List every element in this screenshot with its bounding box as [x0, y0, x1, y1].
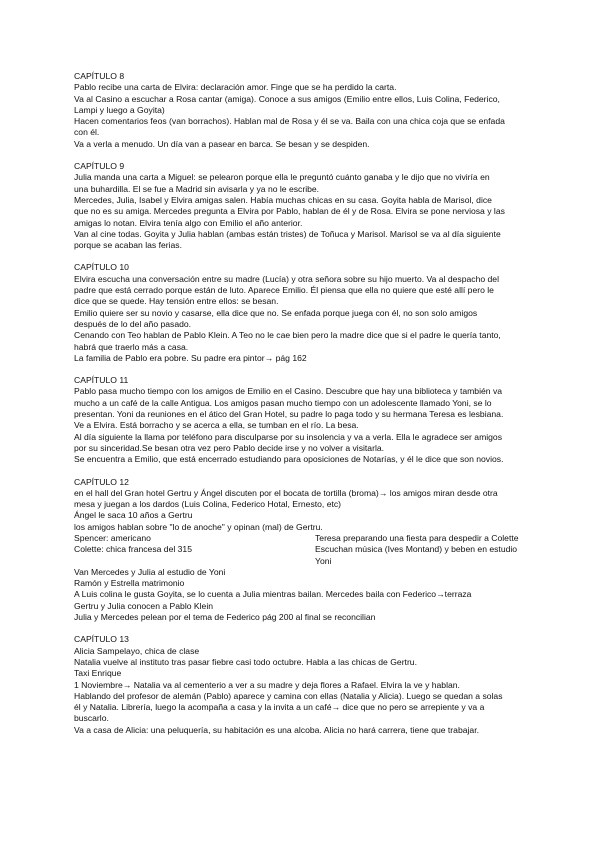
text-line: padre que está cerrado porque están de luto. Aparece Emilio. Él piensa que ella no quiere que esté allí pero le [74, 285, 494, 296]
document-page [74, 71, 526, 747]
text-line: 1 Noviembre→ Natalia va al cementerio a ver a su madre y deja flores a Rafael. Elvira la ve y hablan. [74, 679, 460, 690]
right-column-text: Escuchan música (Ives Montand) y beben en estudio Yoni [315, 544, 518, 566]
two-column-row [74, 544, 526, 567]
section-heading: CAPÍTULO 9 [74, 161, 125, 172]
section-heading: CAPÍTULO 13 [74, 634, 129, 645]
section-heading: CAPÍTULO 8 [74, 71, 125, 81]
text-line: Gertru y Julia conocen a Pablo Klein [74, 600, 214, 611]
text-line: con él. [74, 127, 100, 138]
section-heading: CAPÍTULO 11 [74, 375, 129, 386]
text-line: dice que se quede. Hay tensión entre ellos: se besan. [74, 296, 279, 307]
text-line: Cenando con Teo hablan de Pablo Klein. A Teo no le cae bien pero la madre dice que si el padre le quería tanto, [74, 330, 501, 341]
text-line: Alicia Sampelayo, chica de clase [74, 645, 200, 656]
text-line: Va a casa de Alicia: una peluquería, su habitación es una alcoba. Alicia no hará carrera, tiene que trabajar. [74, 724, 479, 735]
text-line: mucho a un café de la calle Antigua. Los amigos pasan mucho tiempo con un adolescente llamado Yoni, se lo [74, 397, 492, 408]
two-column-row [74, 533, 526, 544]
section-capitulo-13 [74, 634, 526, 736]
text-line: Pablo recibe una carta de Elvira: declaración amor. Finge que se ha perdido la carta. [74, 82, 397, 93]
section-capitulo-12 [74, 477, 526, 624]
text-line: mesa y juegan a los dardos (Luis Colina, Federico Hotal, Ernesto, etc) [74, 499, 342, 510]
text-line: Hacen comentarios feos (van borrachos). Hablan mal de Rosa y él se va. Baila con una chica coja que se enfada [74, 116, 505, 127]
text-line: una buhardilla. El se fue a Madrid sin avisarla y ya no le escribe. [74, 183, 320, 194]
section-capitulo-8 [74, 71, 526, 150]
right-column-text: Teresa preparando una fiesta para despedir a Colette [315, 532, 519, 543]
text-line: Ángel le saca 10 años a Gertru [74, 510, 193, 521]
text-line: en el hall del Gran hotel Gertru y Ángel discuten por el bocata de tortilla (broma)→ los amigos miran desde otra [74, 487, 498, 498]
text-line: amigas lo notan. Elvira tenía algo con Emilio el año anterior. [74, 217, 303, 228]
text-line: presentan. Yoni da reuniones en el ático del Gran Hotel, su padre lo paga todo y su hermana Teresa es lesbiana. [74, 409, 504, 420]
text-line: Lampi y luego a Goyita) [74, 104, 165, 115]
text-line: Van al cine todas. Goyita y Julia hablan (ambas están tristes) de Toñuca y Marisol. Marisol se va al día siguiente [74, 228, 501, 239]
text-line: él y Natalia. Librería, luego la acompaña a casa y la invita a un café→ dice que no pero se arrepiente y va a [74, 702, 485, 713]
text-line: los amigos hablan sobre "lo de anoche" y opinan (mal) de Gertru. [74, 521, 323, 532]
text-line: Ramón y Estrella matrimonio [74, 578, 185, 589]
left-column-text: Colette: chica francesa del 315 [74, 544, 192, 555]
text-line: que no es su amiga. Mercedes pregunta a Elvira por Pablo, hablan de él y de Rosa. Elvira se pone nerviosa y las [74, 206, 505, 217]
section-capitulo-11 [74, 375, 526, 465]
section-capitulo-10 [74, 262, 526, 364]
text-line: Van Mercedes y Julia al estudio de Yoni [74, 566, 226, 577]
text-line: Va al Casino a escuchar a Rosa cantar (amiga). Conoce a sus amigos (Emilio entre ellos, Luis Colina, Federico, [74, 93, 500, 104]
text-line: después de lo del año pasado. [74, 318, 192, 329]
text-line: por su sinceridad.Se besan otra vez pero Pablo decide irse y no volver a visitarla. [74, 442, 385, 453]
section-heading: CAPÍTULO 12 [74, 476, 129, 487]
text-line: Mercedes, Julia, Isabel y Elvira amigas salen. Había muchas chicas en su casa. Goyita habla de Marisol, dice [74, 194, 492, 205]
text-line: porque se acaban las ferias. [74, 240, 182, 251]
text-line: La familia de Pablo era pobre. Su padre era pintor→ pág 162 [74, 352, 307, 363]
text-line: Va a verla a menudo. Un día van a pasear en barca. Se besan y se despiden. [74, 138, 370, 149]
text-line: A Luis colina le gusta Goyita, se lo cuenta a Julia mientras bailan. Mercedes baila con Federico→terraza [74, 589, 472, 600]
text-line: Al día siguiente la llama por teléfono para disculparse por su insolencia y va a verla. Ella le agradece ser amigos [74, 431, 503, 442]
text-line: Emilio quiere ser su novio y casarse, ella dice que no. Se enfada porque juega con él, no son solo amigos [74, 307, 478, 318]
left-column-text: Spencer: americano [74, 532, 151, 543]
text-line: Hablando del profesor de alemán (Pablo) aparece y camina con ellas (Natalia y Alicia). Luego se quedan a solas [74, 690, 503, 701]
text-line: Elvira escucha una conversación entre su madre (Lucía) y otra señora sobre su hijo muerto. Va al despacho del [74, 273, 499, 284]
text-line: Se encuentra a Emilio, que está encerrado estudiando para oposiciones de Notarías, y él le dice que son novios. [74, 454, 504, 465]
text-line: Julia y Mercedes pelean por el tema de Federico pág 200 al final se reconcilian [74, 612, 376, 623]
section-heading: CAPÍTULO 10 [74, 262, 129, 273]
section-capitulo-9 [74, 161, 526, 251]
text-line: Ve a Elvira. Está borracho y se acerca a ella, se tumban en el río. La besa. [74, 420, 359, 431]
text-line: Natalia vuelve al instituto tras pasar fiebre casi todo octubre. Habla a las chicas de Gertru. [74, 656, 417, 667]
text-line: habrá que traerlo más a casa. [74, 341, 189, 352]
text-line: buscarlo. [74, 713, 109, 724]
text-line: Pablo pasa mucho tiempo con los amigos de Emilio en el Casino. Descubre que hay una biblioteca y también va [74, 386, 503, 397]
text-line: Taxi Enrique [74, 668, 122, 679]
text-line: Julia manda una carta a Miguel: se pelearon porque ella le preguntó cuánto ganaba y le dijo que no viviría en [74, 172, 490, 183]
